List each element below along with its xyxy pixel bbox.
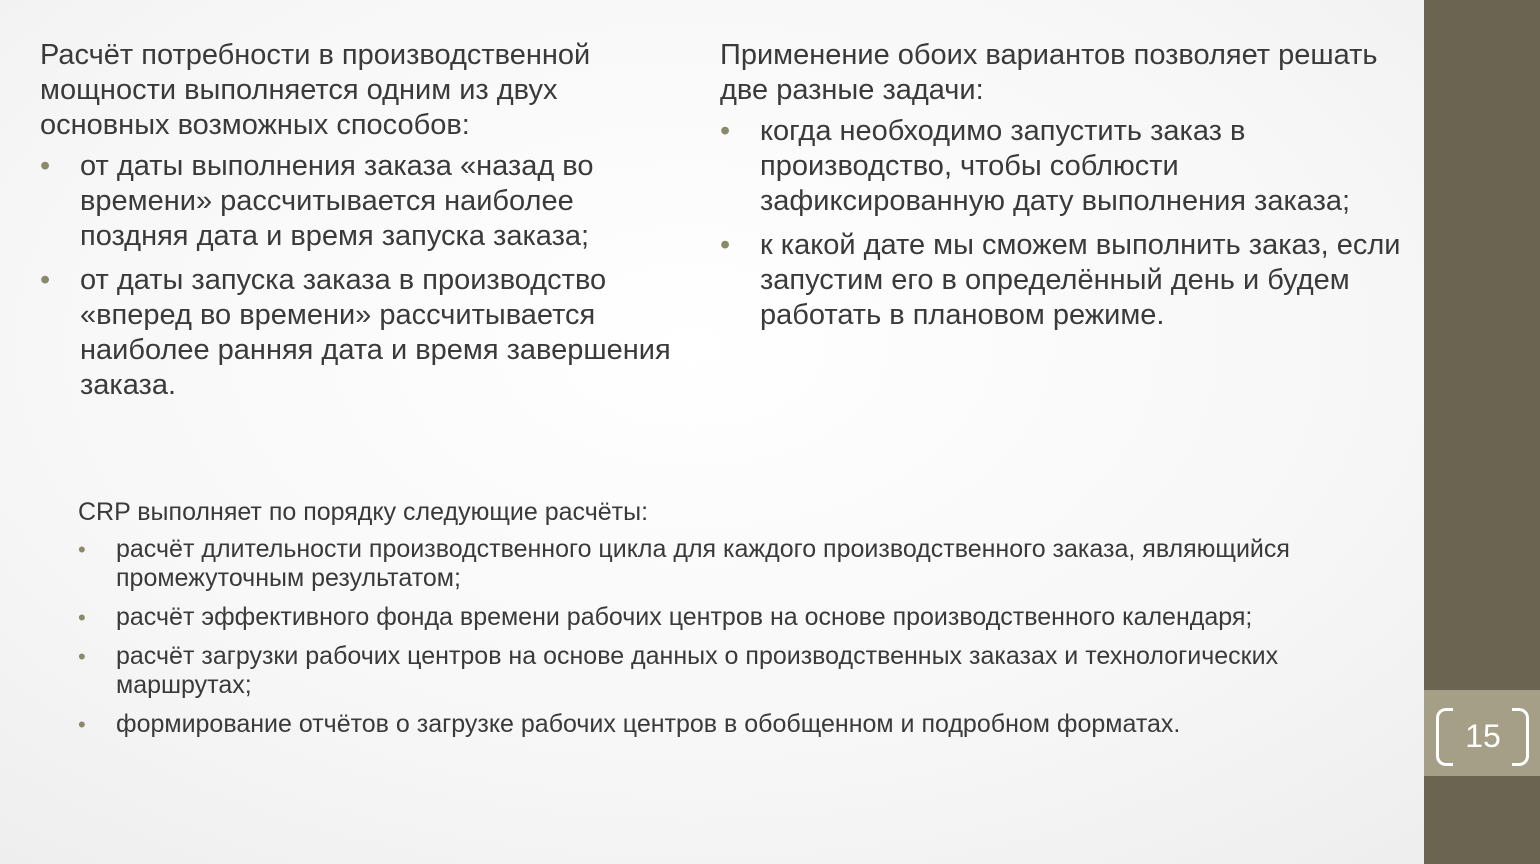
bullet-icon: • — [40, 150, 51, 182]
list-item — [78, 535, 1408, 593]
bullet-icon: • — [720, 115, 731, 147]
crp-section — [78, 498, 1408, 749]
list-item — [40, 263, 680, 403]
right-bullet-list — [720, 114, 1410, 333]
left-intro: Расчёт потребности в производственной мощности выполняется одним из двух основных возможных способов: — [40, 39, 591, 141]
list-item-text: от даты выполнения заказа «назад во времени» рассчитывается наиболее поздняя дата и время запуска заказа; — [80, 150, 594, 252]
crp-intro: CRP выполняет по порядку следующие расчёты: — [78, 498, 649, 526]
right-column — [720, 38, 1410, 342]
bullet-icon: • — [78, 537, 86, 562]
list-item-text: формирование отчётов о загрузке рабочих центров в обобщенном и подробном форматах. — [116, 710, 1181, 738]
list-item-text: расчёт загрузки рабочих центров на основе данных о производственных заказах и технологических маршрутах; — [116, 642, 1279, 699]
left-column — [40, 38, 680, 412]
list-item-text: расчёт эффективного фонда времени рабочих центров на основе производственного календаря; — [116, 603, 1253, 631]
left-bullet-list — [40, 149, 680, 403]
list-item-text: к какой дате мы сможем выполнить заказ, если запустим его в определённый день и будем работать в плановом режиме. — [760, 229, 1401, 331]
bullet-icon: • — [78, 712, 86, 737]
list-item — [40, 149, 680, 254]
right-bracket-icon — [1512, 708, 1529, 766]
right-intro: Применение обоих вариантов позволяет решать две разные задачи: — [720, 39, 1378, 106]
list-item — [78, 603, 1408, 632]
bullet-icon: • — [78, 605, 86, 630]
list-item-text: расчёт длительности производственного цикла для каждого производственного заказа, являющийся промежуточным результатом; — [116, 535, 1290, 592]
bullet-icon: • — [78, 644, 86, 669]
bullet-icon: • — [40, 264, 51, 296]
list-item — [78, 642, 1408, 700]
page-number: 15 — [1465, 718, 1501, 754]
left-bracket-icon — [1436, 708, 1453, 766]
list-item — [720, 114, 1410, 219]
list-item — [78, 710, 1408, 739]
bullet-icon: • — [720, 229, 731, 261]
list-item-text: когда необходимо запустить заказ в производство, чтобы соблюсти зафиксированную дату выполнения заказа; — [760, 115, 1351, 217]
crp-bullet-list — [78, 535, 1408, 739]
list-item — [720, 228, 1410, 333]
list-item-text: от даты запуска заказа в производство «вперед во времени» рассчитывается наиболее ранняя дата и время завершения заказа. — [80, 264, 671, 401]
